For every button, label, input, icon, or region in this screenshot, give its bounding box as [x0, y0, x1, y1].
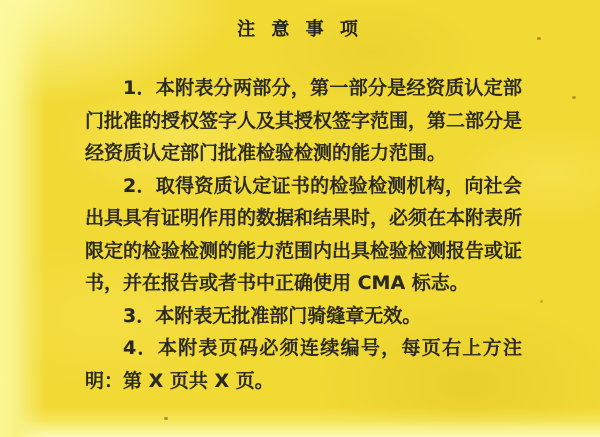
note-paragraph-3: 3．本附表无批准部门骑缝章无效。 — [123, 304, 422, 327]
notes-body — [85, 72, 522, 397]
paper-speck — [572, 96, 576, 99]
page-title: 注 意 事 项 — [237, 19, 363, 40]
paper-speck — [164, 417, 168, 420]
note-paragraph-1: 1．本附表分两部分，第一部分是经资质认定部门批准的授权签字人及其授权签字范围，第二部分是经资质认定部门批准检验检测的能力范围。 — [85, 77, 523, 164]
paper-speck — [537, 37, 541, 40]
paper-speck — [540, 300, 543, 303]
note-paragraph-2: 2．取得资质认定证书的检验检测机构，向社会出具具有证明作用的数据和结果时，必须在本附表所限定的检验检测的能力范围内出具检验检测报告或证书，并在报告或者书中正确使用 CMA 标志。 — [85, 174, 523, 294]
note-paragraph-4: 4．本附表页码必须连续编号，每页右上方注明：第 X 页共 X 页。 — [85, 337, 522, 392]
